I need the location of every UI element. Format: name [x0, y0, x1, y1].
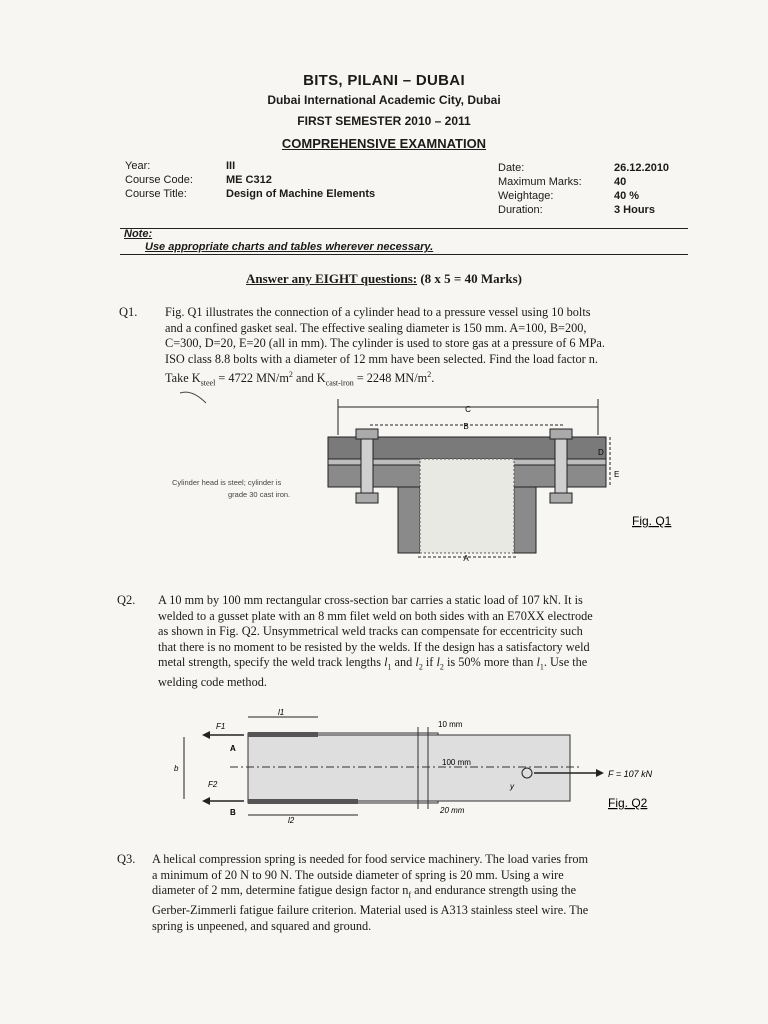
q3-line: spring is unpeened, and squared and ground.	[152, 918, 372, 933]
q1-line: and a confined gasket seal. The effective sealing diameter is 150 mm. A=100, B=200,	[165, 320, 587, 335]
q3-text	[152, 852, 684, 934]
q3-line: Gerber-Zimmerli fatigue failure criterion. Material used is A313 stainless steel wire. The	[152, 903, 589, 918]
q1-line: ISO class 8.8 bolts with a diameter of 12 mm have been selected. Find the load factor n.	[165, 351, 599, 366]
bolt-right	[555, 439, 567, 501]
label-l2: l2	[288, 816, 295, 825]
q2-number: Q2.	[117, 593, 136, 607]
q3-line: a minimum of 20 N to 90 N. The outside diameter of spring is 20 mm. Using a wire	[152, 867, 564, 882]
instruction	[0, 271, 768, 287]
q2-line: as shown in Fig. Q2. Unsymmetrical weld tracks can compensate for eccentricity such	[158, 624, 583, 639]
note-text: Use appropriate charts and tables wherever necessary.	[145, 241, 434, 253]
exam-title: COMPREHENSIVE EXAMNATION	[281, 136, 487, 151]
year-label: Year:	[125, 160, 151, 172]
weightage-label: Weightage:	[498, 190, 554, 202]
weightage-value: 40 %	[614, 190, 640, 202]
institution-location: Dubai International Academic City, Dubai	[267, 93, 501, 107]
q1-line: Fig. Q1 illustrates the connection of a cylinder head to a pressure vessel using 10 bolts	[165, 305, 591, 319]
q2-line: metal strength, specify the weld track lengths $l_1$ and $l_2$ if $l_2$ is 50% more than $l_1$. Use the	[158, 655, 588, 672]
cylinder-bore	[420, 459, 514, 553]
weld-bottom	[248, 799, 358, 804]
q3-number: Q3.	[117, 852, 136, 866]
max-marks-value: 40	[614, 176, 627, 188]
instruction-main: Answer any EIGHT questions:	[246, 271, 418, 286]
label-f1: F1	[216, 722, 226, 731]
q3-line: A helical compression spring is needed for food service machinery. The load varies from	[152, 852, 589, 866]
note-bottom-rule	[120, 254, 688, 255]
instruction-marks: (8 x 5 = 40 Marks)	[420, 271, 522, 286]
q1-number: Q1.	[119, 305, 138, 319]
material-note-2: grade 30 cast iron.	[228, 490, 291, 499]
q2-line: welding code method.	[158, 675, 267, 690]
nut-left	[356, 493, 378, 503]
label-b: B	[463, 422, 469, 431]
course-code-value: ME C312	[226, 174, 272, 186]
bolt-left	[361, 439, 373, 501]
q3-line: diameter of 2 mm, determine fatigue design factor $n_f$ and endurance strength using the	[152, 883, 577, 900]
label-20mm: 20 mm	[440, 806, 465, 815]
date-label: Date:	[498, 162, 525, 174]
date-value: 26.12.2010	[614, 162, 670, 174]
year-value: III	[226, 160, 236, 172]
cylinder-wall-right	[514, 487, 536, 553]
label-10mm: 10 mm	[438, 720, 463, 729]
q1-text	[165, 305, 685, 392]
q2-line: A 10 mm by 100 mm rectangular cross-section bar carries a static load of 107 kN. It is	[158, 593, 583, 607]
course-title-value: Design of Machine Elements	[226, 188, 376, 200]
q2-line: welded to a gusset plate with an 8 mm filet weld on both sides with an E70XX electrode	[158, 608, 593, 623]
course-code-label: Course Code:	[125, 174, 193, 186]
bolt-head-right	[550, 429, 572, 439]
bar	[248, 735, 570, 801]
pencil-mark	[180, 392, 206, 403]
label-a: A	[463, 554, 469, 563]
label-load: F = 107 kN	[608, 769, 653, 779]
q1-constants: Take $K_{steel} = 4722$ $MN/m^2$ and $K_{cast-iron} = 2248$ $MN/m^2$.	[165, 370, 435, 388]
label-y: y	[510, 782, 514, 791]
semester: FIRST SEMESTER 2010 – 2011	[297, 114, 471, 128]
label-d: D	[598, 448, 604, 457]
max-marks-label: Maximum Marks:	[498, 176, 582, 188]
label-f2: F2	[208, 780, 218, 789]
label-bdim: b	[174, 764, 179, 773]
cylinder-wall-left	[398, 487, 420, 553]
label-e: E	[614, 470, 620, 479]
fig-q2-caption: Fig. Q2	[608, 796, 648, 810]
fig-q2	[170, 705, 690, 830]
material-note-1: Cylinder head is steel; cylinder is	[172, 478, 282, 487]
label-100mm: 100 mm	[442, 758, 471, 767]
label-b: B	[230, 808, 236, 817]
q2-line: that there is no moment to be resisted by the welds. If the design has a satisfactory weld	[158, 639, 590, 654]
fig-q1-caption: Fig. Q1	[632, 514, 672, 528]
duration-label: Duration:	[498, 204, 543, 216]
weld-top	[248, 732, 318, 737]
label-l1: l1	[278, 708, 285, 717]
q2-text	[158, 593, 684, 691]
institution-name: BITS, PILANI – DUBAI	[303, 72, 465, 89]
label-a: A	[230, 744, 236, 753]
note-label: Note:	[124, 228, 153, 240]
q1-line: C=300, D=20, E=20 (all in mm). The cylinder is used to store gas at a pressure of 6 MPa.	[165, 336, 605, 351]
fig-q1	[170, 385, 690, 580]
course-title-label: Course Title:	[125, 188, 187, 200]
bolt-head-left	[356, 429, 378, 439]
note-top-rule	[120, 228, 688, 229]
nut-right	[550, 493, 572, 503]
duration-value: 3 Hours	[614, 204, 655, 216]
label-c: C	[465, 405, 471, 414]
